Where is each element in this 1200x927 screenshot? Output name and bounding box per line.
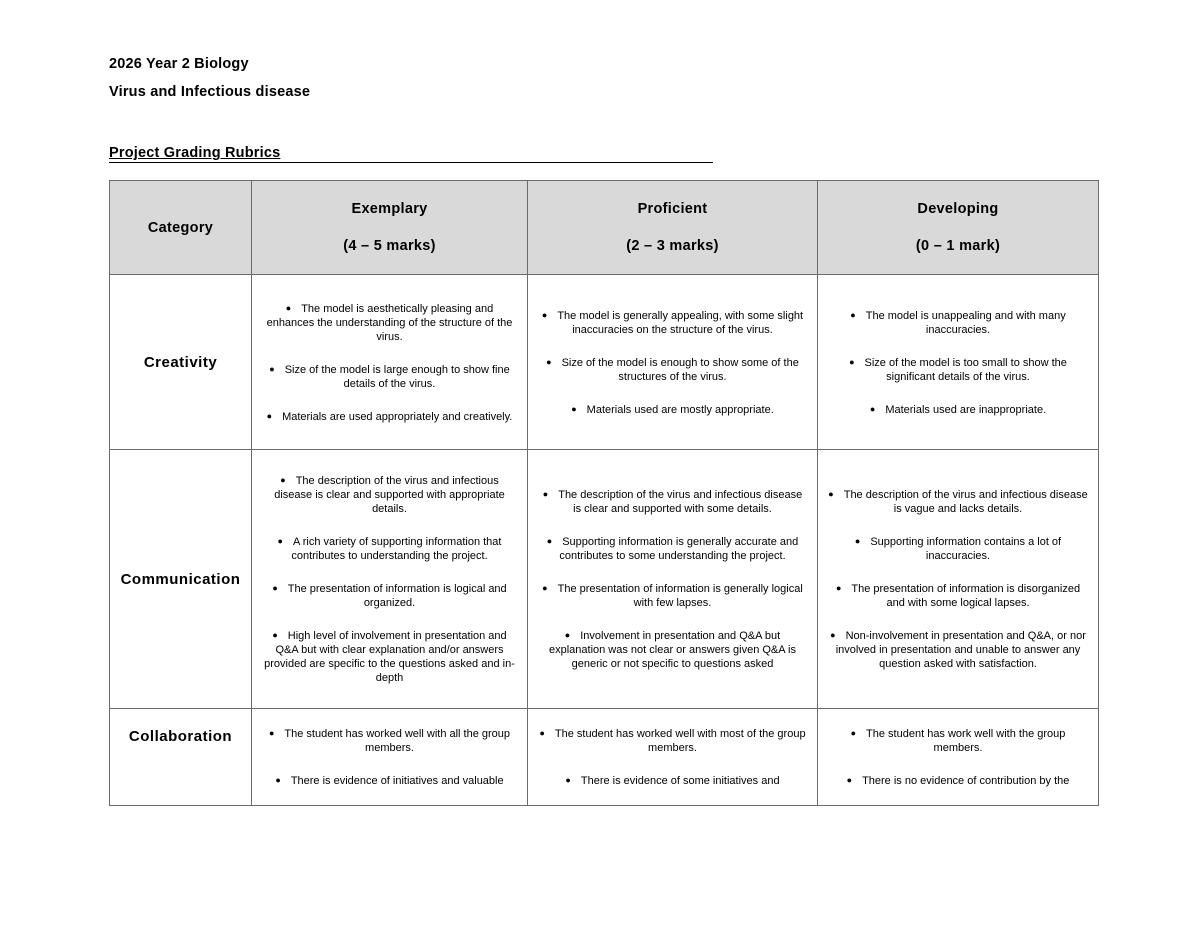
bullet-icon: ● xyxy=(846,775,853,785)
bullet-icon: ● xyxy=(542,583,548,593)
bullet-icon: ● xyxy=(546,356,552,367)
criterion-text: Supporting information is generally accurate and contributes to some understanding the project. xyxy=(559,536,799,562)
criteria-list xyxy=(528,308,817,417)
header-category-label: Category xyxy=(147,219,214,236)
course-title: 2026 Year 2 Biology xyxy=(109,56,249,72)
bullet-icon: ● xyxy=(849,356,855,367)
header-exemplary-label: Exemplary xyxy=(351,201,428,217)
criterion-text: Involvement in presentation and Q&A but explanation was not clear or answers given Q&A is generic or not specific to questions asked xyxy=(548,630,797,670)
criterion-text: There is evidence of some initiatives and xyxy=(580,775,780,787)
bullet-icon: ● xyxy=(542,489,549,499)
criteria-list xyxy=(252,726,527,788)
criterion-item xyxy=(538,355,807,384)
bullet-icon: ● xyxy=(546,536,553,546)
bullet-icon: ● xyxy=(266,410,273,421)
criterion-item xyxy=(828,628,1088,671)
rubric-table xyxy=(109,180,1099,806)
criterion-text: The description of the virus and infectious disease is vague and lacks details. xyxy=(843,489,1088,515)
bullet-icon: ● xyxy=(835,583,842,593)
proficient-cell xyxy=(528,709,818,806)
criterion-text: High level of involvement in presentation and Q&A but with clear explanation and/or answers provided are specific to the questions asked and in-depth xyxy=(264,630,515,684)
criterion-text: The presentation of information is generally logical with few lapses. xyxy=(557,583,803,609)
criterion-text: There is no evidence of contribution by the xyxy=(862,775,1070,787)
criterion-text: The student has worked well with most of the group members. xyxy=(554,728,806,754)
rubric-row-communication xyxy=(110,450,1099,709)
criterion-item xyxy=(262,628,517,685)
criterion-text: The student has worked well with all the group members. xyxy=(284,728,511,754)
bullet-icon: ● xyxy=(285,302,292,313)
criterion-item xyxy=(538,308,807,337)
criteria-list xyxy=(252,301,527,424)
criteria-list xyxy=(818,308,1098,417)
header-proficient xyxy=(528,181,818,275)
criterion-text: The model is unappealing and with many inaccuracies. xyxy=(865,309,1066,336)
criterion-text: The model is aesthetically pleasing and enhances the understanding of the structure of the virus. xyxy=(266,302,513,343)
bullet-icon: ● xyxy=(850,309,856,320)
criterion-item xyxy=(828,534,1088,563)
bullet-icon: ● xyxy=(277,536,283,546)
section-title xyxy=(109,145,713,163)
criterion-text: The description of the virus and infectious disease is clear and supported with some details. xyxy=(558,489,803,515)
criterion-text: Size of the model is too small to show the significant details of the virus. xyxy=(864,356,1067,383)
criterion-text: There is evidence of initiatives and valuable xyxy=(290,775,504,787)
bullet-icon: ● xyxy=(564,630,571,640)
criteria-list xyxy=(252,473,527,685)
criterion-item xyxy=(538,581,807,610)
criterion-item xyxy=(828,487,1088,516)
criterion-item xyxy=(262,409,517,424)
criterion-item xyxy=(262,301,517,344)
criterion-item xyxy=(262,726,517,755)
bullet-icon: ● xyxy=(272,583,278,593)
criterion-item xyxy=(538,402,807,417)
section-title-text: Project Grading Rubrics xyxy=(109,145,281,161)
developing-cell xyxy=(818,450,1099,709)
criterion-text: The model is generally appealing, with some slight inaccuracies on the structure of the virus. xyxy=(557,309,804,336)
exemplary-cell xyxy=(252,450,528,709)
criterion-item xyxy=(828,402,1088,417)
bullet-icon: ● xyxy=(571,403,577,414)
exemplary-cell xyxy=(252,709,528,806)
proficient-cell xyxy=(528,450,818,709)
criterion-item xyxy=(828,308,1088,337)
criteria-list xyxy=(818,487,1098,671)
category-cell: Communication xyxy=(110,450,252,709)
criterion-item xyxy=(538,726,807,755)
developing-cell xyxy=(818,275,1099,450)
criterion-item xyxy=(828,581,1088,610)
bullet-icon: ● xyxy=(280,475,286,485)
bullet-icon: ● xyxy=(828,489,834,499)
header-exemplary xyxy=(252,181,528,275)
rubric-row-creativity xyxy=(110,275,1099,450)
criterion-text: Materials used are inappropriate. xyxy=(885,403,1047,416)
category-cell: Collaboration xyxy=(110,709,252,806)
developing-cell xyxy=(818,709,1099,806)
criterion-item xyxy=(828,726,1088,755)
criterion-item xyxy=(262,473,517,516)
criterion-item xyxy=(262,534,517,563)
criterion-text: The description of the virus and infectious disease is clear and supported with appropriate details. xyxy=(274,475,505,515)
header-developing-marks: (0 – 1 mark) xyxy=(915,238,1001,254)
bullet-icon: ● xyxy=(830,630,836,640)
bullet-icon: ● xyxy=(850,728,857,738)
criterion-item xyxy=(538,534,807,563)
criterion-item xyxy=(828,773,1088,788)
criterion-text: The presentation of information is logical and organized. xyxy=(287,583,507,609)
criterion-item xyxy=(262,773,517,788)
criteria-list xyxy=(818,726,1098,788)
bullet-icon: ● xyxy=(541,309,548,320)
criterion-text: Materials used are mostly appropriate. xyxy=(586,403,774,416)
header-proficient-marks: (2 – 3 marks) xyxy=(626,238,719,254)
criteria-list xyxy=(528,487,817,671)
rubric-header-row xyxy=(110,181,1099,275)
bullet-icon: ● xyxy=(565,775,571,785)
criterion-text: The student has work well with the group members. xyxy=(866,728,1066,754)
criterion-item xyxy=(538,487,807,516)
criterion-item xyxy=(538,773,807,788)
criterion-text: Size of the model is large enough to show fine details of the virus. xyxy=(284,363,510,390)
criterion-text: Supporting information contains a lot of inaccuracies. xyxy=(870,536,1062,562)
proficient-cell xyxy=(528,275,818,450)
bullet-icon: ● xyxy=(269,363,275,374)
rubric-row-collaboration xyxy=(110,709,1099,806)
criterion-item xyxy=(828,355,1088,384)
criterion-item xyxy=(262,581,517,610)
bullet-icon: ● xyxy=(275,775,281,785)
criterion-text: A rich variety of supporting information that contributes to understanding the project. xyxy=(291,536,502,562)
criterion-text: The presentation of information is disorganized and with some logical lapses. xyxy=(851,583,1081,609)
bullet-icon: ● xyxy=(268,728,275,738)
header-exemplary-marks: (4 – 5 marks) xyxy=(343,238,436,254)
criteria-list xyxy=(528,726,817,788)
criterion-text: Materials are used appropriately and creatively. xyxy=(282,410,513,423)
bullet-icon: ● xyxy=(272,630,278,640)
bullet-icon: ● xyxy=(869,403,876,414)
category-cell: Creativity xyxy=(110,275,252,450)
criterion-text: Size of the model is enough to show some of the structures of the virus. xyxy=(561,356,799,383)
bullet-icon: ● xyxy=(539,728,545,738)
criterion-item xyxy=(538,628,807,671)
header-proficient-label: Proficient xyxy=(637,201,708,217)
header-category xyxy=(110,181,252,275)
bullet-icon: ● xyxy=(854,536,861,546)
exemplary-cell xyxy=(252,275,528,450)
criterion-item xyxy=(262,362,517,391)
criterion-text: Non-involvement in presentation and Q&A, or nor involved in presentation and unable to answer any question asked with satisfaction. xyxy=(835,630,1086,670)
header-developing-label: Developing xyxy=(917,201,999,217)
header-developing xyxy=(818,181,1099,275)
topic-title: Virus and Infectious disease xyxy=(109,84,311,100)
